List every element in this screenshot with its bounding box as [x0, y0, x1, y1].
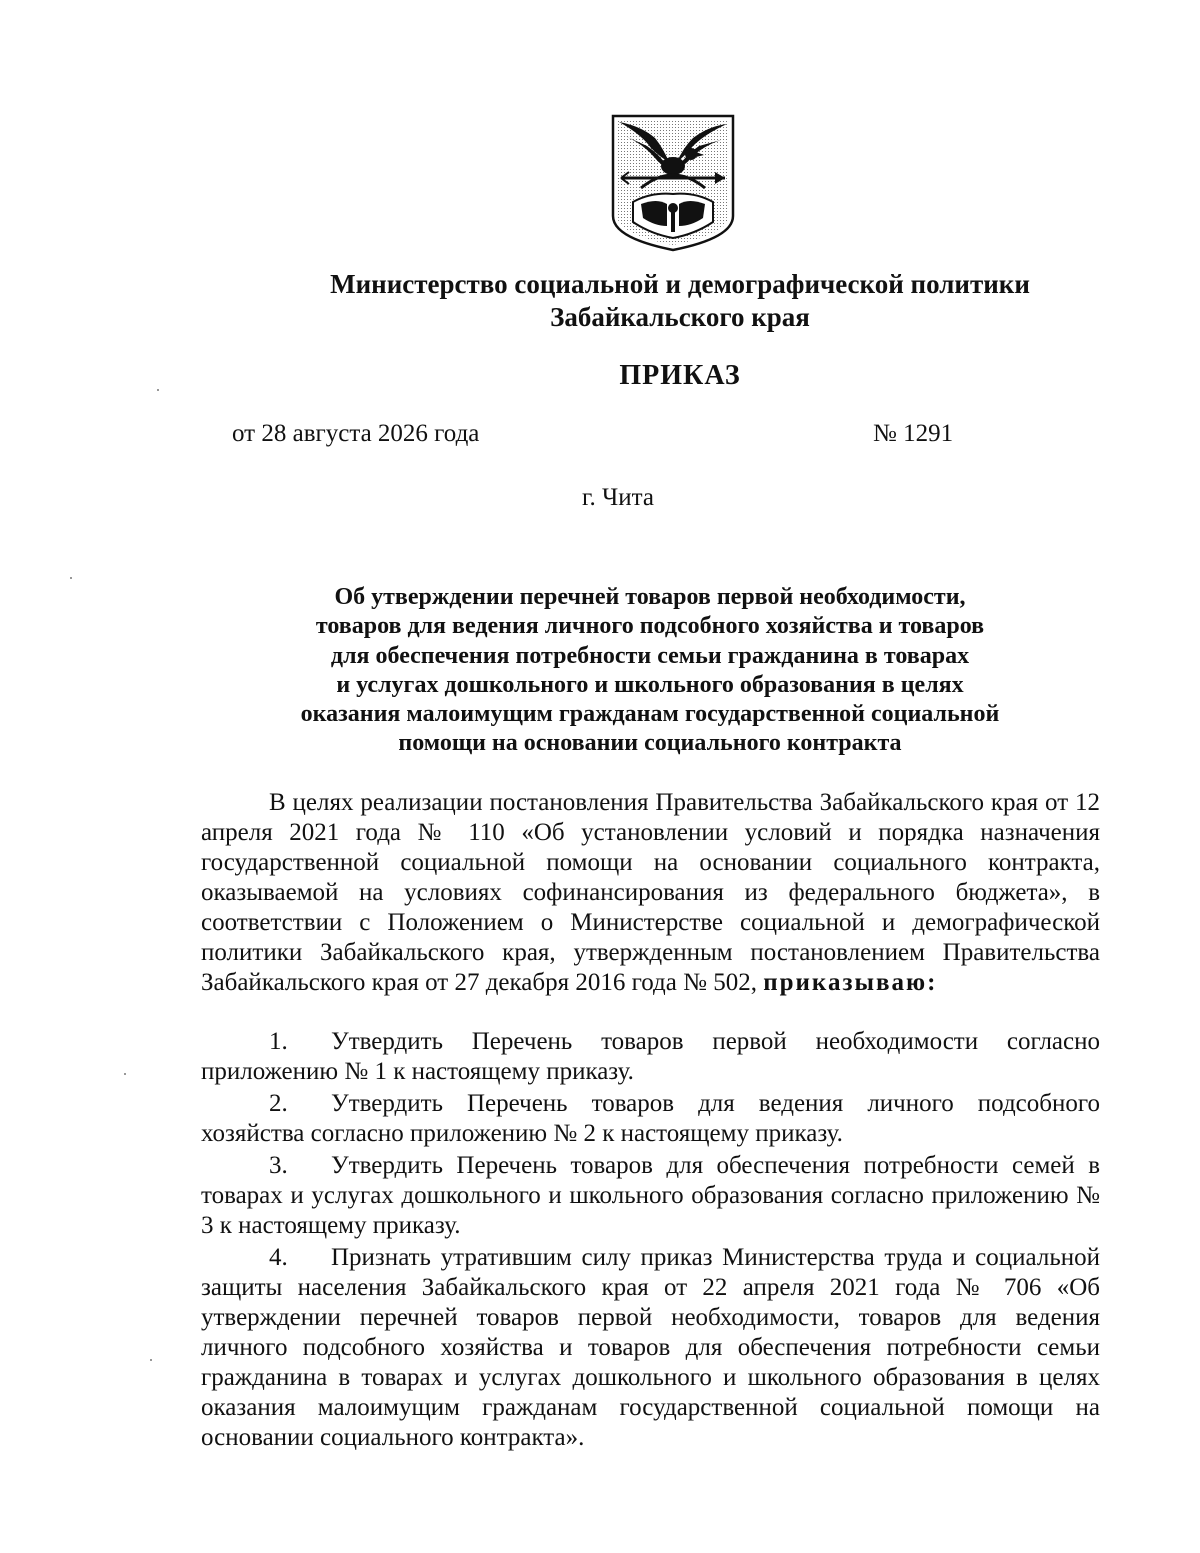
subject-line: для обеспечения потребности семьи гражданина в товарах — [330, 642, 970, 669]
subject-line: Об утверждении перечней товаров первой необходимости, — [334, 584, 966, 610]
document-subject — [200, 583, 1100, 759]
item-text: Утвердить Перечень товаров для ведения личного подсобного хозяйства согласно приложению № 2 к настоящему приказу. — [201, 1090, 1100, 1147]
coat-of-arms-icon — [611, 114, 735, 252]
scan-speck — [157, 389, 159, 391]
document-city: г. Чита — [582, 484, 654, 511]
order-item — [201, 1243, 1100, 1453]
item-text: Утвердить Перечень товаров для обеспечения потребности семей в товарах и услугах дошкольного и школьного образования согласно приложению № 3 к настоящему приказу. — [201, 1152, 1100, 1239]
item-number: 1. — [269, 1028, 288, 1055]
item-number: 4. — [269, 1244, 288, 1271]
order-item — [201, 1151, 1100, 1241]
item-text: Утвердить Перечень товаров первой необходимости согласно приложению № 1 к настоящему приказу. — [201, 1028, 1100, 1085]
preamble-text: В целях реализации постановления Правительства Забайкальского края от 12 апреля 2021 года № 110 «Об установлении условий и порядка назначения государственной социальной помощи на основании социального контракта, оказываемой на условиях софинансирования из федерального бюджета», в соответствии с Положением о Министерстве социальной и демографической политики Забайкальского края, утвержденным постановлением Правительства Забайкальского края от 27 декабря 2016 года № 502, — [201, 789, 1100, 996]
ministry-name-line2: Забайкальского края — [550, 302, 810, 332]
order-items — [201, 1027, 1100, 1455]
item-number: 2. — [269, 1090, 288, 1117]
document-date: от 28 августа 2026 года — [232, 420, 480, 447]
scan-speck — [150, 1359, 152, 1361]
order-item — [201, 1027, 1100, 1087]
subject-line: товаров для ведения личного подсобного хозяйства и товаров — [315, 613, 985, 640]
item-number: 3. — [269, 1152, 288, 1179]
ministry-name — [200, 268, 1160, 334]
scan-speck — [124, 1073, 126, 1075]
subject-line: оказания малоимущим гражданам государственной социальной — [300, 701, 1000, 728]
subject-line: помощи на основании социального контракта — [398, 730, 902, 757]
ministry-name-line1: Министерство социальной и демографической политики — [330, 269, 1030, 299]
preamble-paragraph — [201, 788, 1100, 998]
document-number: № 1291 — [873, 420, 954, 447]
order-word: приказываю: — [763, 969, 938, 996]
order-item — [201, 1089, 1100, 1149]
document-type: ПРИКАЗ — [619, 360, 741, 391]
subject-line: и услугах дошкольного и школьного образования в целях — [336, 671, 964, 698]
item-text: Признать утратившим силу приказ Министерства труда и социальной защиты населения Забайкальского края от 22 апреля 2021 года № 706 «Об утверждении перечней товаров первой необходимости, товаров для ведения личного подсобного хозяйства и товаров для обеспечения потребности семьи гражданина в товарах и услугах дошкольного и школьного образования в целях оказания малоимущим гражданам государственной социальной помощи на основании социального контракта». — [201, 1244, 1100, 1451]
scan-speck — [70, 577, 72, 579]
